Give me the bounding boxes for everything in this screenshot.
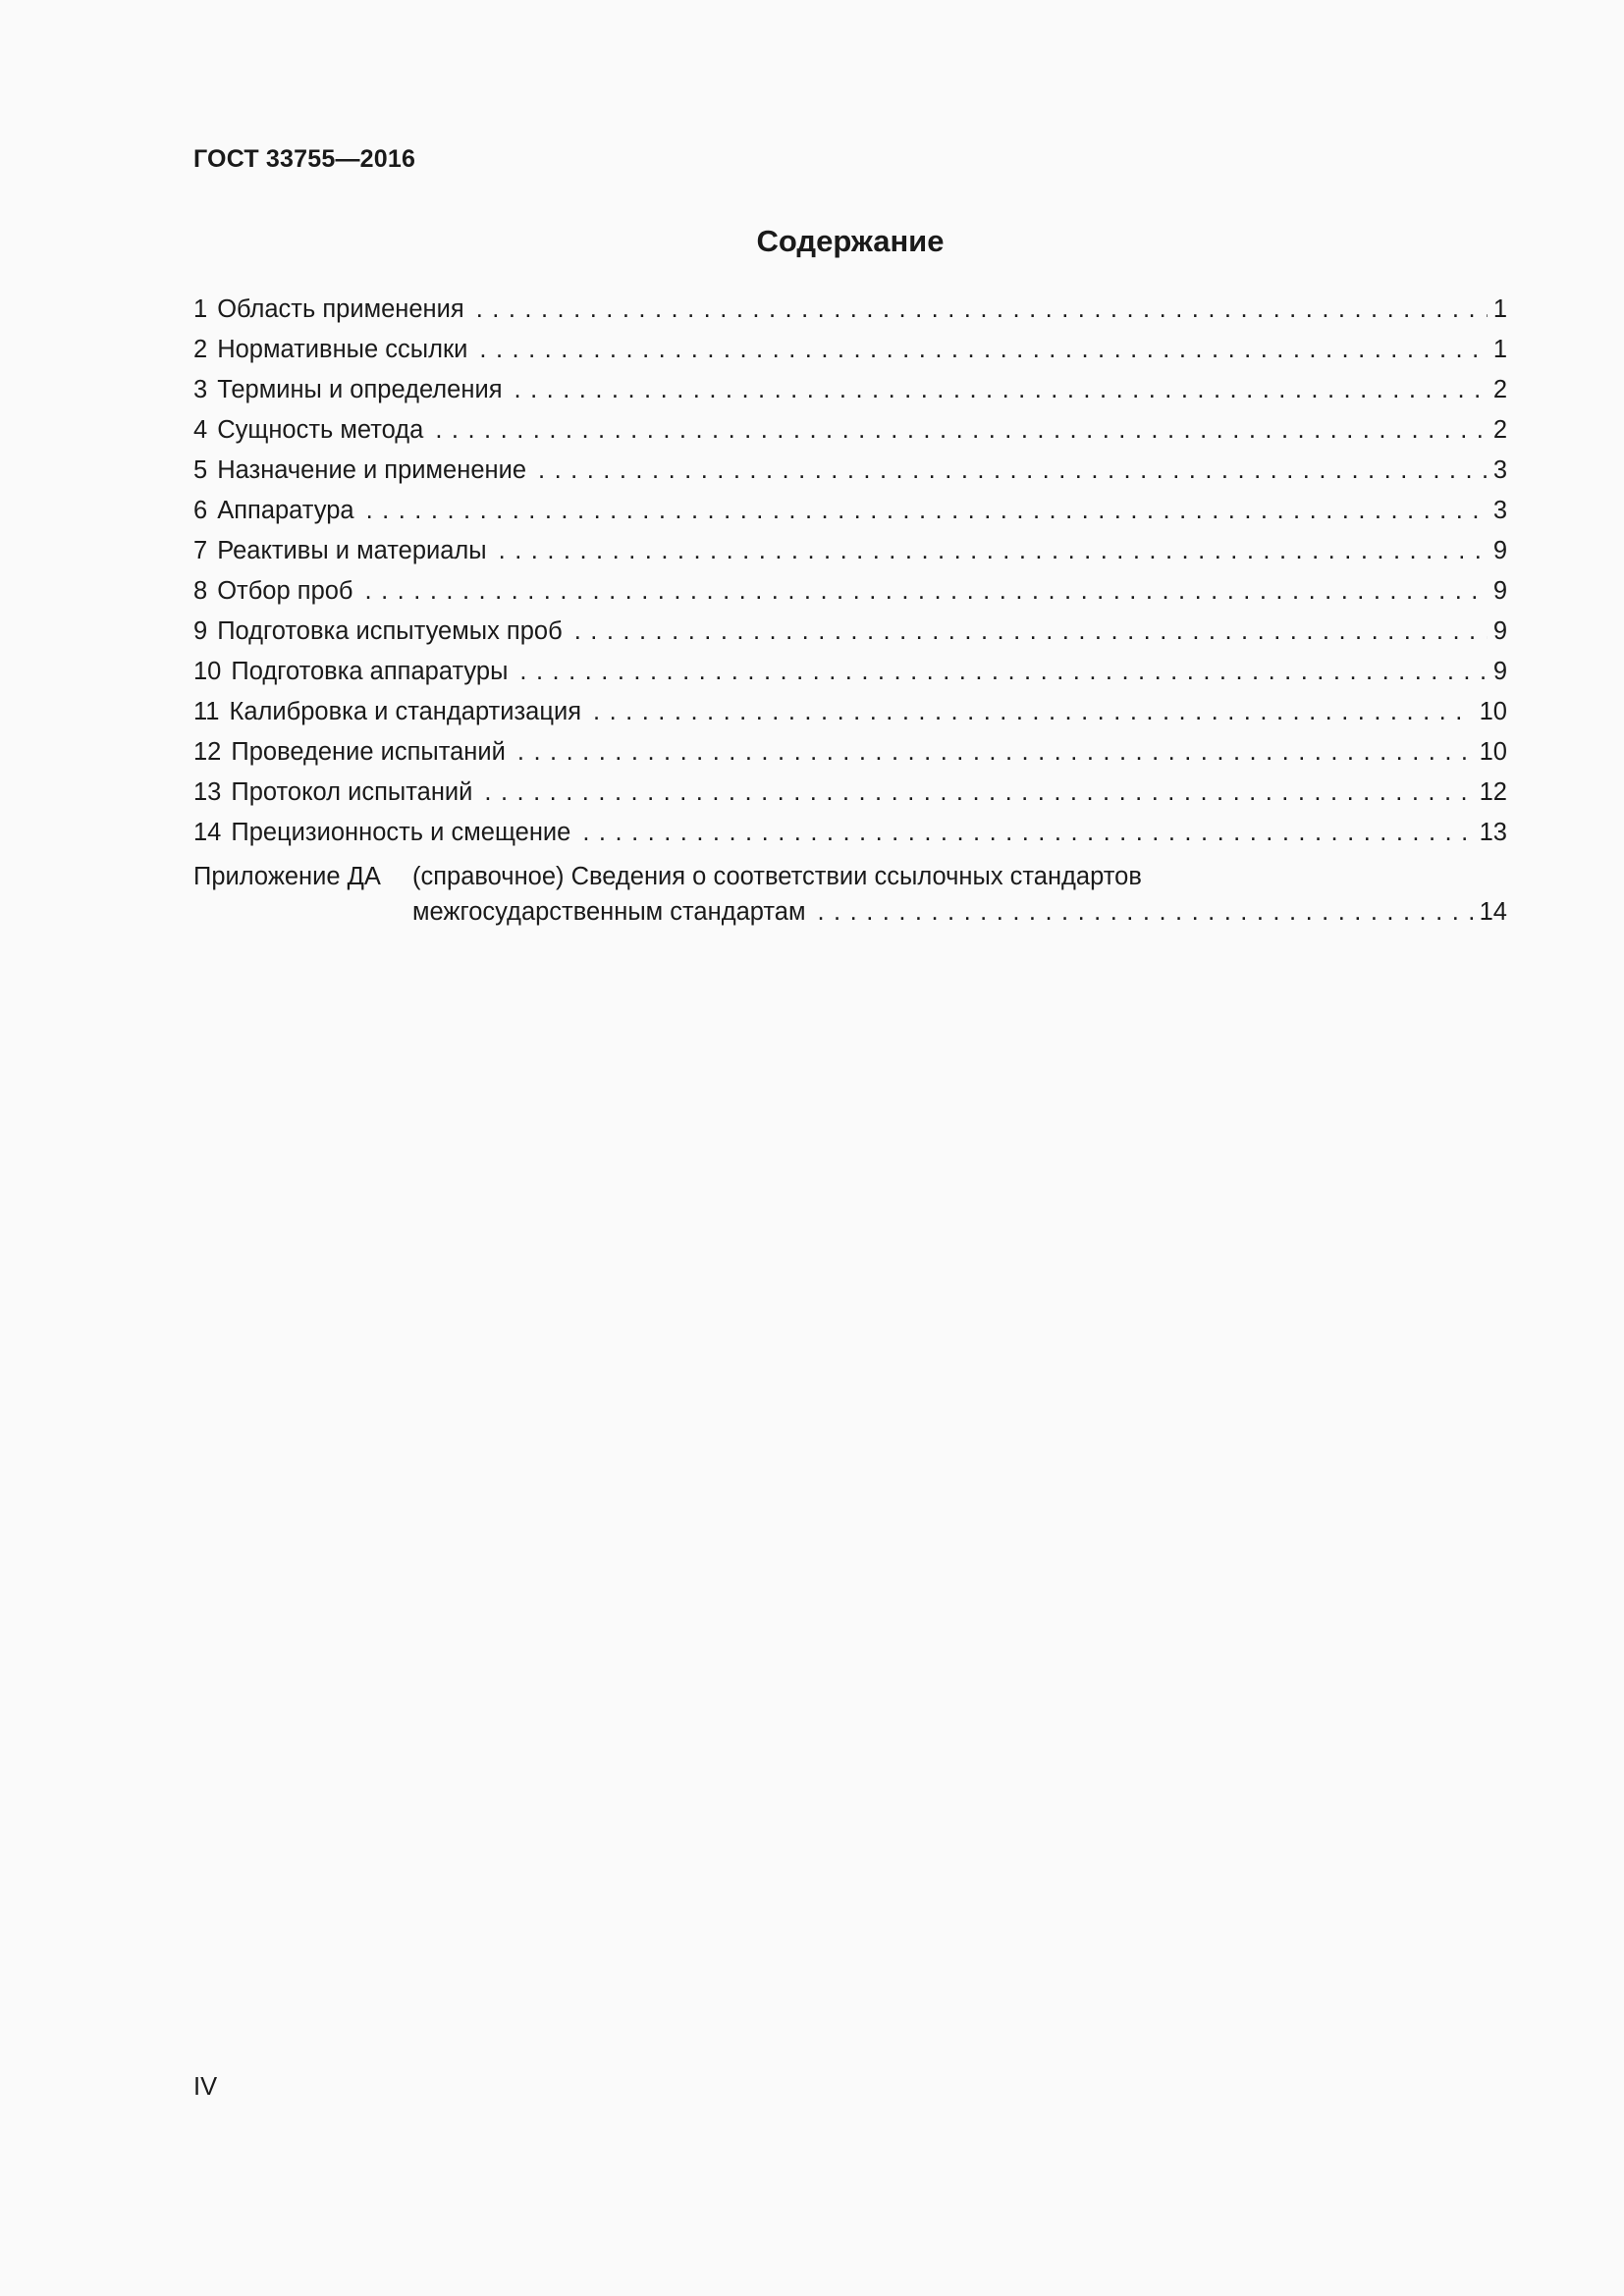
- toc-leader-dots: [365, 571, 1488, 612]
- annex-page: 14: [1479, 898, 1507, 926]
- toc-annex-entry[interactable]: [193, 859, 1507, 930]
- toc-entry-number: 1: [193, 295, 208, 323]
- toc-leader-dots: [484, 773, 1473, 813]
- toc-entry-label: Аппаратура: [217, 497, 354, 524]
- toc-leader-dots: [366, 491, 1488, 531]
- toc-entry-label: Проведение испытаний: [231, 738, 506, 766]
- toc-entry-page: 3: [1492, 456, 1507, 484]
- toc-entry[interactable]: [193, 491, 1507, 531]
- toc-entry-page: 10: [1479, 738, 1507, 766]
- toc-entry[interactable]: [193, 773, 1507, 813]
- toc-entry-page: 9: [1492, 537, 1507, 564]
- toc-entry-number: 8: [193, 577, 208, 605]
- toc-entry-label: Подготовка аппаратуры: [231, 658, 509, 685]
- toc-entry-number: 3: [193, 376, 208, 403]
- toc-entry[interactable]: [193, 451, 1507, 491]
- toc-entry-page: 13: [1479, 819, 1507, 846]
- toc-entry-page: 12: [1479, 778, 1507, 806]
- toc-leader-dots: [574, 612, 1488, 652]
- toc-entry-label: Сущность метода: [217, 416, 424, 444]
- toc-entry-label: Нормативные ссылки: [217, 336, 468, 363]
- toc-entry-label: Подготовка испытуемых проб: [217, 617, 563, 645]
- toc-entry-number: 13: [193, 778, 222, 806]
- annex-title-line2: межгосударственным стандартам: [412, 898, 806, 926]
- toc-leader-dots: [499, 531, 1488, 571]
- toc-entry-number: 5: [193, 456, 208, 484]
- toc-entry[interactable]: [193, 652, 1507, 692]
- page-number: IV: [193, 2073, 218, 2101]
- toc-entry-label: Калибровка и стандартизация: [229, 698, 582, 725]
- toc-entry[interactable]: [193, 531, 1507, 571]
- toc-entry[interactable]: [193, 732, 1507, 773]
- toc-entry-page: 2: [1492, 376, 1507, 403]
- toc-entry-number: 6: [193, 497, 208, 524]
- toc-leader-dots: [435, 410, 1487, 451]
- toc-leader-dots: [538, 451, 1488, 491]
- toc-entry-label: Назначение и применение: [217, 456, 527, 484]
- toc-entry[interactable]: [193, 692, 1507, 732]
- document-code: ГОСТ 33755—2016: [193, 145, 416, 173]
- toc-entry-number: 10: [193, 658, 222, 685]
- toc-entry-page: 1: [1492, 336, 1507, 363]
- toc-entry-page: 10: [1479, 698, 1507, 725]
- toc-entry-number: 9: [193, 617, 208, 645]
- toc-leader-dots: [582, 813, 1473, 853]
- toc-entry[interactable]: [193, 370, 1507, 410]
- toc-entry-number: 2: [193, 336, 208, 363]
- toc-entry[interactable]: [193, 330, 1507, 370]
- toc-entry[interactable]: [193, 290, 1507, 330]
- toc-leader-dots: [514, 370, 1488, 410]
- toc-leader-dots: [817, 894, 1473, 930]
- toc-leader-dots: [517, 732, 1474, 773]
- toc-entry-page: 2: [1492, 416, 1507, 444]
- toc-leader-dots: [476, 290, 1488, 330]
- toc-entry-label: Термины и определения: [217, 376, 503, 403]
- toc-entry-page: 9: [1492, 617, 1507, 645]
- toc-entry-number: 11: [193, 698, 220, 725]
- annex-prefix: Приложение ДА: [193, 863, 381, 890]
- toc-entry-label: Отбор проб: [217, 577, 353, 605]
- toc-entry[interactable]: [193, 612, 1507, 652]
- toc-entry-page: 3: [1492, 497, 1507, 524]
- toc-entry-number: 12: [193, 738, 222, 766]
- toc-entry-label: Прецизионность и смещение: [231, 819, 571, 846]
- toc-entry-label: Область применения: [217, 295, 464, 323]
- toc-entry-number: 7: [193, 537, 208, 564]
- toc-leader-dots: [479, 330, 1487, 370]
- toc-entry-number: 14: [193, 819, 222, 846]
- toc-entry-page: 1: [1492, 295, 1507, 323]
- toc-entry-label: Реактивы и материалы: [217, 537, 487, 564]
- toc-leader-dots: [519, 652, 1487, 692]
- toc-leader-dots: [593, 692, 1474, 732]
- toc-entry[interactable]: [193, 410, 1507, 451]
- annex-title-line1: (справочное) Сведения о соответствии ссылочных стандартов: [412, 863, 1142, 890]
- toc-entry-page: 9: [1492, 658, 1507, 685]
- toc-entry-label: Протокол испытаний: [231, 778, 473, 806]
- toc-entry[interactable]: [193, 571, 1507, 612]
- toc-title: Содержание: [756, 224, 945, 258]
- table-of-contents: [193, 290, 1507, 853]
- toc-entry-page: 9: [1492, 577, 1507, 605]
- toc-entry[interactable]: [193, 813, 1507, 853]
- toc-entry-number: 4: [193, 416, 208, 444]
